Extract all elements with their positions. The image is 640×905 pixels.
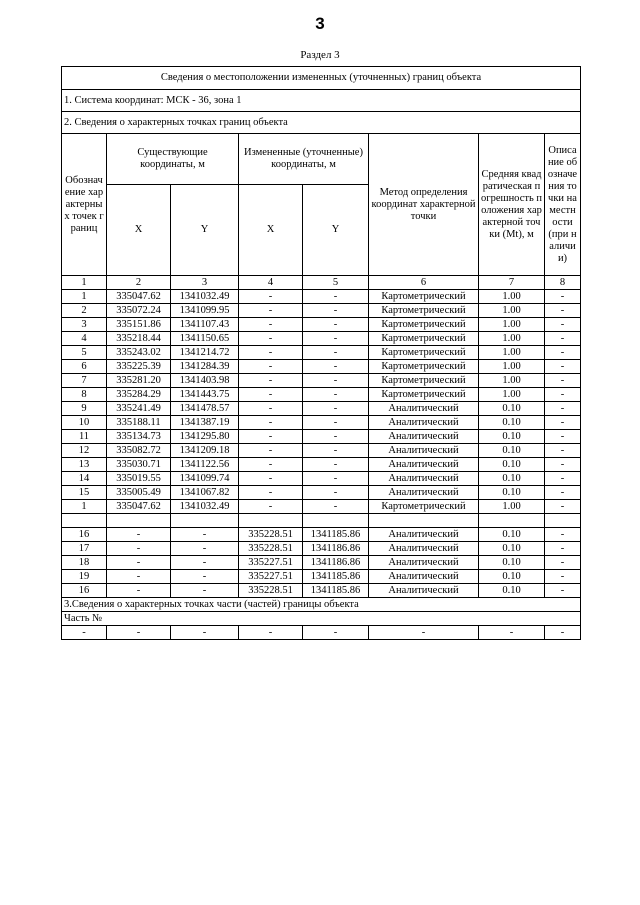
table-cell: - [303,416,369,430]
table-cell: Аналитический [369,458,479,472]
table-cell: 0.10 [479,402,545,416]
table-cell: Аналитический [369,570,479,584]
table-cell: 335047.62 [107,500,171,514]
table-cell: 1341186.86 [303,556,369,570]
table-cell: - [545,626,581,640]
column-number: 6 [369,276,479,290]
table-cell: - [303,388,369,402]
table-cell: 335151.86 [107,318,171,332]
table-cell: - [239,304,303,318]
column-numbers-row [62,276,581,290]
table-cell: Картометрический [369,374,479,388]
table-cell: - [171,542,239,556]
table-cell: - [545,444,581,458]
table-cell: Аналитический [369,430,479,444]
table-cell: - [545,458,581,472]
table-cell: - [545,374,581,388]
table-cell: - [62,626,107,640]
table-row [62,528,581,542]
table-cell: - [545,486,581,500]
table-cell: - [239,458,303,472]
table-cell: Аналитический [369,472,479,486]
table-cell: 335218.44 [107,332,171,346]
table-cell: Аналитический [369,542,479,556]
header-method: Метод определения координат характерной точки [369,134,479,276]
empty-cell [239,514,303,528]
table-cell: 1341478.57 [171,402,239,416]
table-cell: 1341209.18 [171,444,239,458]
table-cell: - [239,332,303,346]
table-cell: - [171,556,239,570]
table-row [62,318,581,332]
table-cell: - [545,332,581,346]
header-x: X [107,185,171,276]
table-cell: - [239,346,303,360]
table-cell: - [107,528,171,542]
table-cell: 335227.51 [239,570,303,584]
table-cell: 1341107.43 [171,318,239,332]
table-cell: - [107,542,171,556]
table-cell: 1341185.86 [303,570,369,584]
table-cell: - [303,374,369,388]
table-cell: 1.00 [479,332,545,346]
table-cell: - [239,360,303,374]
table-cell: 335082.72 [107,444,171,458]
table-cell: - [171,584,239,598]
table-cell: - [239,444,303,458]
empty-cell [171,514,239,528]
table-cell: - [239,402,303,416]
table-row [62,332,581,346]
table-cell: - [239,472,303,486]
table-row [62,290,581,304]
table-cell: 1341032.49 [171,290,239,304]
table-row [62,402,581,416]
table-cell: 335228.51 [239,528,303,542]
table-cell: - [545,402,581,416]
table-cell: - [107,584,171,598]
table-cell: - [303,332,369,346]
table-cell: - [239,626,303,640]
table-cell: - [239,290,303,304]
table-cell: 7 [62,374,107,388]
column-number: 1 [62,276,107,290]
table-cell: 1341099.74 [171,472,239,486]
table-cell: - [545,346,581,360]
table-cell: 0.10 [479,584,545,598]
table-row [62,472,581,486]
table-cell: 1341099.95 [171,304,239,318]
table-cell: - [545,430,581,444]
header-existing: Существующие координаты, м [107,134,239,185]
header-description: Описание обозначения точки на местности (при наличии) [545,134,581,276]
table-row [62,444,581,458]
table-cell: 335188.11 [107,416,171,430]
table-cell: 335019.55 [107,472,171,486]
table-row [62,430,581,444]
table-cell: 14 [62,472,107,486]
table-cell: 3 [62,318,107,332]
table-cell: 335047.62 [107,290,171,304]
parts-heading-row [62,598,581,612]
empty-cell [369,514,479,528]
empty-cell [303,514,369,528]
table-cell: - [303,626,369,640]
table-cell: - [545,360,581,374]
table-cell: - [239,416,303,430]
table-cell: 19 [62,570,107,584]
table-cell: 1341295.80 [171,430,239,444]
table-row [62,486,581,500]
table-cell: 335005.49 [107,486,171,500]
table-row [62,556,581,570]
table-row [62,570,581,584]
table-cell: 10 [62,416,107,430]
table-cell: - [545,570,581,584]
table-cell: - [545,556,581,570]
parts-heading: 3.Сведения о характерных точках части (частей) границы объекта [62,598,581,612]
table-row [62,388,581,402]
empty-cell [62,514,107,528]
table-cell: - [107,556,171,570]
part-label-row [62,612,581,626]
header-y: Y [171,185,239,276]
empty-cell [107,514,171,528]
table-cell: Картометрический [369,332,479,346]
header-changed: Измененные (уточненные) координаты, м [239,134,369,185]
table-cell: - [303,486,369,500]
table-cell: 0.10 [479,444,545,458]
table-cell: 1341443.75 [171,388,239,402]
table-cell: 1341185.86 [303,528,369,542]
table-cell: 18 [62,556,107,570]
table-cell: - [545,528,581,542]
table-cell: - [171,528,239,542]
table-cell: 1341284.39 [171,360,239,374]
table-cell: Картометрический [369,318,479,332]
table-cell: 335228.51 [239,542,303,556]
table-cell: 1.00 [479,500,545,514]
table-cell: - [239,318,303,332]
table-cell: 11 [62,430,107,444]
table-cell: - [303,444,369,458]
table-cell: 1.00 [479,318,545,332]
page-number: 3 [315,14,325,33]
column-number: 5 [303,276,369,290]
table-cell: 1341067.82 [171,486,239,500]
table-cell: - [303,346,369,360]
table-row [62,584,581,598]
table-title: Сведения о местоположении измененных (уточненных) границ объекта [62,67,581,90]
points-heading: 2. Сведения о характерных точках границ объекта [62,112,581,134]
column-number: 2 [107,276,171,290]
table-cell: 16 [62,584,107,598]
table-cell: 1.00 [479,304,545,318]
table-cell: 1341032.49 [171,500,239,514]
table-cell: Аналитический [369,486,479,500]
table-row [62,304,581,318]
table-cell: 16 [62,528,107,542]
table-cell: 1341122.56 [171,458,239,472]
table-cell: - [303,472,369,486]
table-cell: - [479,626,545,640]
table-row [62,346,581,360]
header-x-changed: X [239,185,303,276]
table-cell: 1 [62,500,107,514]
table-cell: 5 [62,346,107,360]
table-cell: - [171,626,239,640]
table-cell: - [239,500,303,514]
table-cell: 4 [62,332,107,346]
column-number: 4 [239,276,303,290]
table-row [62,360,581,374]
table-cell: - [303,458,369,472]
empty-cell [545,514,581,528]
table-row [62,542,581,556]
table-cell: - [303,318,369,332]
coord-system: 1. Система координат: МСК - 36, зона 1 [62,90,581,112]
table-cell: - [239,374,303,388]
table-cell: 12 [62,444,107,458]
parts-row [62,626,581,640]
table-cell: 6 [62,360,107,374]
part-label: Часть № [62,612,581,626]
header-error: Средняя квадратическая погрешность положения характерной точки (Mt), м [479,134,545,276]
table-cell: Картометрический [369,290,479,304]
table-cell: 335072.24 [107,304,171,318]
table-cell: Картометрический [369,304,479,318]
table-cell: Аналитический [369,528,479,542]
table-cell: Аналитический [369,584,479,598]
table-cell: 0.10 [479,570,545,584]
table-cell: - [545,500,581,514]
table-cell: - [545,318,581,332]
table-cell: 17 [62,542,107,556]
table-cell: 1.00 [479,374,545,388]
table-cell: - [545,290,581,304]
table-cell: 1.00 [479,360,545,374]
table-cell: 2 [62,304,107,318]
table-cell: 0.10 [479,556,545,570]
header-y-changed: Y [303,185,369,276]
table-cell: - [303,430,369,444]
table-cell: Аналитический [369,556,479,570]
table-cell: Картометрический [369,360,479,374]
table-cell: 1341150.65 [171,332,239,346]
table-cell: Аналитический [369,402,479,416]
table-row [62,458,581,472]
table-cell: - [303,304,369,318]
table-cell: - [107,626,171,640]
table-cell: - [239,430,303,444]
table-cell: Картометрический [369,500,479,514]
table-cell: - [303,402,369,416]
empty-separator-row [62,514,581,528]
table-row [62,374,581,388]
table-cell: 0.10 [479,416,545,430]
table-row [62,500,581,514]
table-cell: 1 [62,290,107,304]
table-cell: - [303,290,369,304]
table-cell: - [545,416,581,430]
table-cell: 1.00 [479,346,545,360]
table-cell: 15 [62,486,107,500]
table-cell: 335134.73 [107,430,171,444]
table-cell: 13 [62,458,107,472]
table-cell: Картометрический [369,388,479,402]
table-cell: 0.10 [479,528,545,542]
table-cell: 1341403.98 [171,374,239,388]
table-cell: 335243.02 [107,346,171,360]
table-cell: 335228.51 [239,584,303,598]
table-cell: - [545,584,581,598]
table-cell: - [303,500,369,514]
table-cell: 1341185.86 [303,584,369,598]
table-cell: 335227.51 [239,556,303,570]
table-cell: 8 [62,388,107,402]
table-cell: - [303,360,369,374]
table-cell: 0.10 [479,458,545,472]
column-number: 3 [171,276,239,290]
table-cell: 0.10 [479,542,545,556]
table-cell: - [545,542,581,556]
table-cell: Картометрический [369,346,479,360]
table-cell: 335241.49 [107,402,171,416]
table-cell: 1341214.72 [171,346,239,360]
table-cell: - [545,304,581,318]
table-cell: 1.00 [479,290,545,304]
table-cell: 0.10 [479,472,545,486]
table-cell: - [545,472,581,486]
boundary-points-table [61,66,581,640]
table-row [62,416,581,430]
table-cell: 335284.29 [107,388,171,402]
header-designation: Обозначение характерных точек границ [62,134,107,276]
section-label: Раздел 3 [300,49,340,61]
table-cell: - [545,388,581,402]
table-cell: 1341186.86 [303,542,369,556]
table-cell: 0.10 [479,430,545,444]
table-cell: - [239,388,303,402]
table-cell: 0.10 [479,486,545,500]
table-cell: - [369,626,479,640]
table-cell: 1.00 [479,388,545,402]
table-cell: 1341387.19 [171,416,239,430]
column-number: 8 [545,276,581,290]
table-cell: Аналитический [369,416,479,430]
empty-cell [479,514,545,528]
table-cell: - [239,486,303,500]
column-number: 7 [479,276,545,290]
table-cell: Аналитический [369,444,479,458]
table-cell: - [171,570,239,584]
table-cell: 335030.71 [107,458,171,472]
table-cell: 335281.20 [107,374,171,388]
table-cell: 9 [62,402,107,416]
table-cell: - [107,570,171,584]
table-cell: 335225.39 [107,360,171,374]
